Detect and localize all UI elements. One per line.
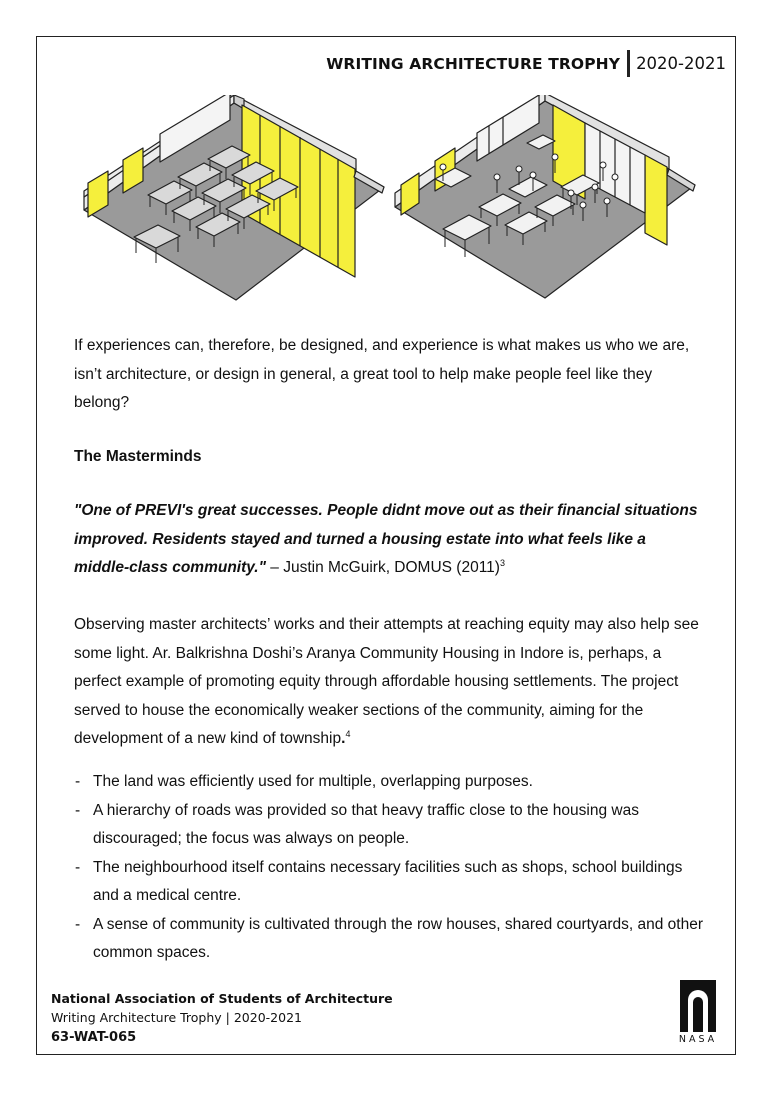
- bullet-marker: -: [75, 915, 81, 933]
- section-heading: The Masterminds: [74, 448, 202, 465]
- classroom-empty-illustration: [70, 95, 390, 305]
- quote-text: "One of PREVI's great successes. People didnt move out as their financial situations improved. Residents stayed and turned a housing estate into what feels like a middle-class community.": [74, 502, 698, 576]
- list-item: [74, 854, 704, 911]
- page-header: [326, 50, 726, 77]
- body-paragraph-period: .: [341, 730, 346, 747]
- footer-trophy: Writing Architecture Trophy | 2020-2021: [51, 1010, 302, 1025]
- intro-paragraph-text: If experiences can, therefore, be designed, and experience is what makes us who we are, isn’t architecture, or design in general, a great tool to help make people feel like they belong?: [74, 337, 690, 411]
- body-paragraph: [74, 611, 704, 754]
- footer-entry-code: 63-WAT-065: [51, 1030, 137, 1045]
- header-year: 2020-2021: [636, 54, 726, 73]
- body-footnote-ref: 4: [345, 728, 351, 739]
- header-divider: [627, 50, 630, 77]
- bullet-marker: -: [75, 801, 81, 819]
- list-item-text: A sense of community is cultivated through the row houses, shared courtyards, and other common spaces.: [93, 915, 703, 961]
- list-item-text: A hierarchy of roads was provided so that heavy traffic close to the housing was discouraged; the focus was always on people.: [93, 801, 639, 847]
- header-title: WRITING ARCHITECTURE TROPHY: [326, 54, 621, 73]
- logo-text: NASA: [678, 1034, 718, 1045]
- bullet-marker: -: [75, 773, 81, 790]
- intro-paragraph: [74, 332, 704, 418]
- page-footer: [51, 989, 393, 1048]
- footer-organization: National Association of Students of Architecture: [51, 991, 393, 1006]
- bullet-list: [74, 768, 704, 968]
- list-item: [74, 911, 704, 968]
- list-item-text: The neighbourhood itself contains necessary facilities such as shops, school buildings and a medical centre.: [93, 858, 683, 904]
- nasa-arch-icon: [676, 980, 720, 1034]
- body-paragraph-text: Observing master architects’ works and their attempts at reaching equity may also help see some light. Ar. Balkrishna Doshi’s Aranya Community Housing in Indore is, perhaps, a perfect example of promoting equity through affordable housing settlements. The project served to house the economically weaker sections of the community, aiming for the development of a new kind of township: [74, 616, 699, 747]
- classroom-active-illustration: [385, 95, 705, 305]
- list-item: [74, 768, 704, 797]
- list-item: [74, 797, 704, 854]
- quote-footnote-ref: 3: [499, 557, 505, 568]
- pull-quote: [74, 497, 704, 583]
- quote-attribution: – Justin McGuirk, DOMUS (2011): [265, 559, 500, 576]
- list-item-text: The land was efficiently used for multiple, overlapping purposes.: [93, 773, 533, 790]
- nasa-logo: [676, 980, 720, 1046]
- bullet-marker: -: [75, 858, 81, 876]
